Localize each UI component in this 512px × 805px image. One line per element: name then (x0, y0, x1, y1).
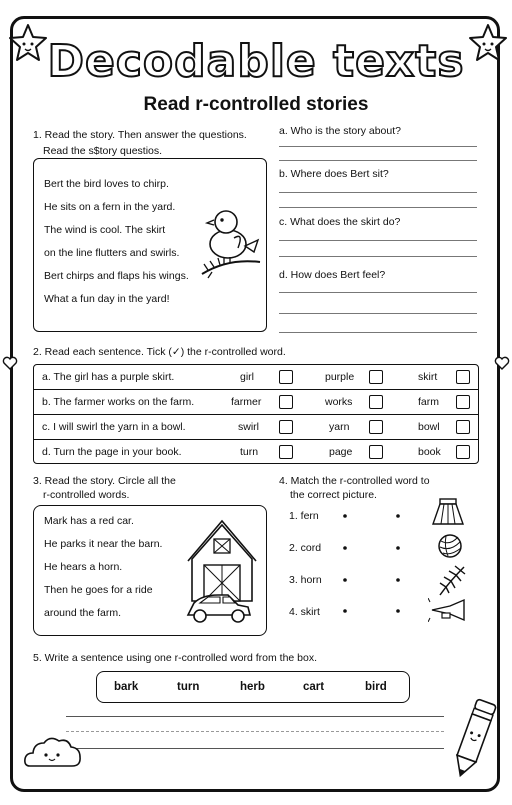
word-bank-item: bird (365, 681, 387, 693)
word-bank-item: herb (240, 681, 265, 693)
match-word: 1. fern (289, 510, 319, 522)
match-dots[interactable] (340, 512, 404, 622)
match-word: 4. skirt (289, 606, 320, 618)
fern-leaf-icon (436, 563, 468, 597)
yarn-ball-icon (436, 532, 464, 560)
match-word: 2. cord (289, 542, 322, 554)
tick-sentence: a. The girl has a purple skirt. (42, 371, 175, 383)
tick-checkbox[interactable] (279, 445, 293, 459)
page-title: Decodable texts (47, 36, 465, 87)
tick-word: girl (240, 371, 255, 383)
story2-line: Mark has a red car. (44, 515, 134, 527)
row-divider (34, 414, 478, 415)
section4-instruction-2: the correct picture. (290, 489, 377, 501)
tick-word: page (329, 446, 353, 458)
story1-line: The wind is cool. The skirt (44, 224, 166, 236)
word-bank-item: bark (114, 681, 139, 693)
tick-checkbox[interactable] (279, 395, 293, 409)
answer-line[interactable] (279, 332, 477, 333)
horn-icon (428, 598, 470, 622)
tick-checkbox[interactable] (456, 445, 470, 459)
row-divider (34, 439, 478, 440)
tick-checkbox[interactable] (456, 420, 470, 434)
skirt-icon (430, 497, 466, 527)
cloud-icon (22, 732, 84, 774)
section1-instruction: 1. Read the story. Then answer the questions. (33, 129, 247, 141)
tick-sentence: c. I will swirl the yarn in a bowl. (42, 421, 186, 433)
tick-word: farmer (231, 396, 262, 408)
tick-checkbox[interactable] (369, 370, 383, 384)
section4-instruction: 4. Match the r-controlled word to (279, 475, 430, 487)
answer-line[interactable] (279, 146, 477, 147)
tick-sentence: d. Turn the page in your book. (42, 446, 182, 458)
word-bank-item: cart (303, 681, 325, 693)
answer-line[interactable] (279, 313, 477, 314)
answer-line[interactable] (279, 292, 477, 293)
question-c: c. What does the skirt do? (279, 216, 401, 228)
story2-line: He hears a horn. (44, 561, 123, 573)
tick-word: turn (240, 446, 259, 458)
tick-checkbox[interactable] (279, 370, 293, 384)
section5-instruction: 5. Write a sentence using one r-controlled word from the box. (33, 652, 318, 664)
writing-line[interactable] (66, 716, 444, 717)
answer-line[interactable] (279, 240, 477, 241)
question-b: b. Where does Bert sit? (279, 168, 389, 180)
section2-instruction: 2. Read each sentence. Tick (✓) the r-controlled word. (33, 346, 286, 358)
answer-line[interactable] (279, 192, 477, 193)
row-divider (34, 389, 478, 390)
section3-instruction-2: r-controlled words. (43, 489, 130, 501)
tick-word: bowl (418, 421, 440, 433)
story1-line: on the line flutters and swirls. (44, 247, 180, 259)
story2-line: around the farm. (44, 607, 122, 619)
tick-word: yarn (329, 421, 350, 433)
section1-instruction-repeat: Read the s$tory questios. (43, 145, 163, 157)
tick-checkbox[interactable] (369, 395, 383, 409)
heart-icon-left (2, 355, 18, 371)
answer-line[interactable] (279, 160, 477, 161)
writing-line-dashed (66, 731, 444, 732)
page-subtitle: Read r-controlled stories (143, 94, 369, 115)
heart-icon-right (494, 355, 510, 371)
section3-instruction: 3. Read the story. Circle all the (33, 475, 176, 487)
tick-checkbox[interactable] (279, 420, 293, 434)
story1-line: What a fun day in the yard! (44, 293, 170, 305)
question-a: a. Who is the story about? (279, 125, 401, 137)
tick-checkbox[interactable] (456, 395, 470, 409)
tick-word: swirl (238, 421, 259, 433)
pencil-icon (448, 694, 500, 782)
writing-line[interactable] (66, 748, 444, 749)
question-d: d. How does Bert feel? (279, 269, 386, 281)
story2-line: He parks it near the barn. (44, 538, 163, 550)
tick-checkbox[interactable] (369, 420, 383, 434)
match-word: 3. horn (289, 574, 322, 586)
story1-line: He sits on a fern in the yard. (44, 201, 176, 213)
tick-checkbox[interactable] (369, 445, 383, 459)
tick-word: purple (325, 371, 355, 383)
answer-line[interactable] (279, 256, 477, 257)
tick-checkbox[interactable] (456, 370, 470, 384)
bird-icon (198, 200, 264, 282)
tick-word: book (418, 446, 441, 458)
tick-word: works (325, 396, 353, 408)
story1-line: Bert chirps and flaps his wings. (44, 270, 189, 282)
word-bank-item: turn (177, 681, 200, 693)
tick-word: skirt (418, 371, 438, 383)
tick-sentence: b. The farmer works on the farm. (42, 396, 195, 408)
story1-line: Bert the bird loves to chirp. (44, 178, 169, 190)
barn-car-icon (178, 515, 264, 630)
story2-line: Then he goes for a ride (44, 584, 153, 596)
answer-line[interactable] (279, 207, 477, 208)
tick-word: farm (418, 396, 439, 408)
